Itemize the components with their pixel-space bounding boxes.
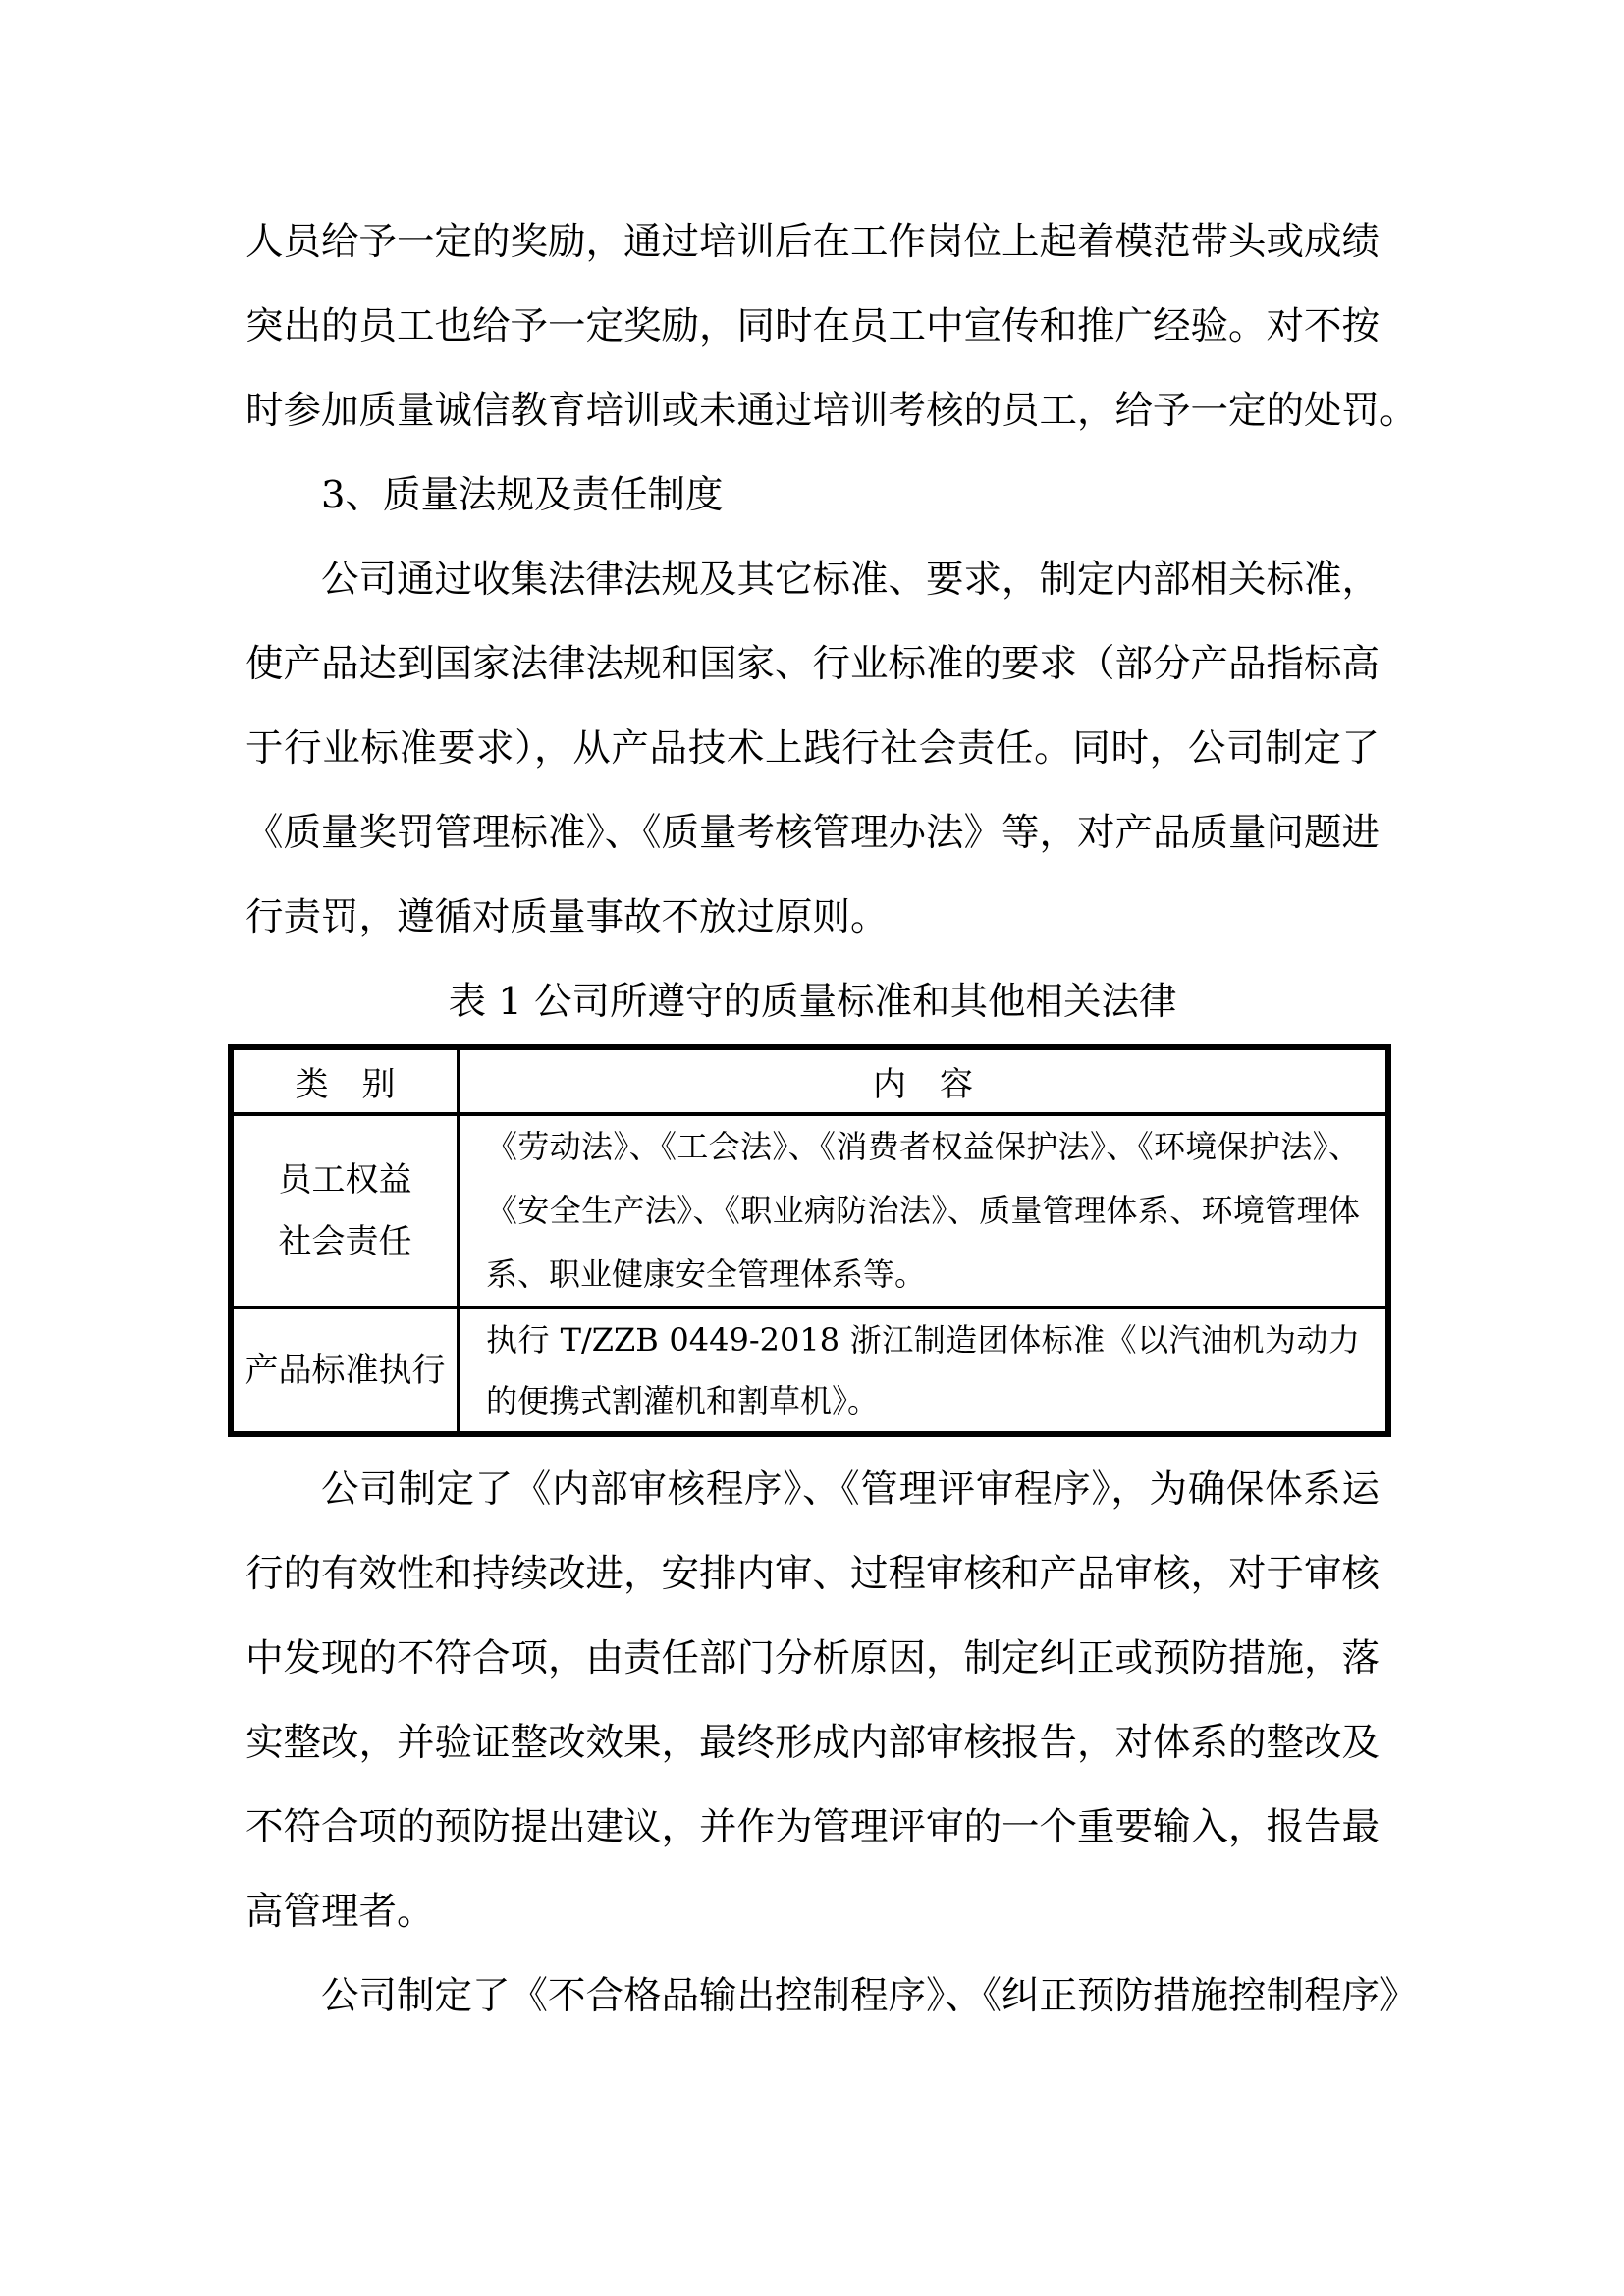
document-content: [244, 200, 1418, 2039]
paragraph-2: [245, 538, 1380, 960]
text-line: 公司制定了《内部审核程序》、《管理评审程序》，为确保体系运: [321, 1468, 1380, 1512]
header-cell-category: 类 别: [234, 1050, 460, 1112]
text-line: 突出的员工也给予一定奖励，同时在员工中宣传和推广经验。对不按: [245, 304, 1380, 348]
text-line: 行的有效性和持续改进，安排内审、过程审核和产品审核，对于审核: [245, 1552, 1380, 1596]
text-line: 实整改，并验证整改效果，最终形成内部审核报告，对体系的整改及: [245, 1721, 1380, 1765]
content-text: 执行 T/ZZB 0449-2018 浙江制造团体标准《以汽油机为动力的便携式割灌机和割草机》。: [486, 1321, 1360, 1419]
table-row-employee-rights: [234, 1112, 1385, 1306]
spacer: [245, 1437, 1380, 1448]
text-line: 不符合项的预防提出建议，并作为管理评审的一个重要输入，报告最: [245, 1805, 1380, 1849]
text-line: 《质量奖罚管理标准》、《质量考核管理办法》等，对产品质量问题进: [245, 811, 1380, 855]
table-row-product-standard: [234, 1306, 1385, 1431]
category-cell: [234, 1116, 460, 1306]
text-line: 时参加质量诚信教育培训或未通过培训考核的员工，给予一定的处罚。: [245, 389, 1418, 433]
category-cell: [234, 1309, 460, 1431]
content-cell: [460, 1309, 1385, 1431]
table-header-row: [234, 1050, 1385, 1112]
paragraph-4: [245, 1954, 1418, 2039]
text-line: 行责罚，遵循对质量事故不放过原则。: [245, 895, 889, 939]
text-line: 使产品达到国家法律法规和国家、行业标准的要求（部分产品指标高: [245, 642, 1380, 686]
category-line: 社会责任: [278, 1221, 412, 1261]
text-line: 公司制定了《不合格品输出控制程序》、《纠正预防措施控制程序》: [321, 1974, 1418, 2018]
section-heading: 3、质量法规及责任制度: [321, 473, 724, 517]
category-line: 产品标准执行: [244, 1350, 446, 1390]
header-cell-content: 内 容: [873, 1065, 973, 1104]
text-line: 公司通过收集法律法规及其它标准、要求，制定内部相关标准，: [321, 558, 1380, 602]
text-line: 于行业标准要求），从产品技术上践行社会责任。同时，公司制定了: [245, 726, 1380, 771]
text-line: 人员给予一定的奖励，通过培训后在工作岗位上起着模范带头或成绩: [245, 220, 1380, 264]
table-caption: 表 1 公司所遵守的质量标准和其他相关法律: [448, 980, 1177, 1024]
category-line: 员工权益: [278, 1159, 412, 1200]
text-line: 中发现的不符合项，由责任部门分析原因，制定纠正或预防措施，落: [245, 1636, 1380, 1681]
paragraph-1: [245, 200, 1418, 454]
quality-standards-table: [228, 1044, 1391, 1437]
content-cell: [460, 1116, 1385, 1306]
text-line: 高管理者。: [245, 1890, 435, 1934]
paragraph-3: [245, 1448, 1380, 1954]
content-text: 《劳动法》、《工会法》、《消费者权益保护法》、《环境保护法》、《安全生产法》、《职业病防治法》、质量管理体系、环境管理体系、职业健康安全管理体系等。: [486, 1128, 1360, 1293]
